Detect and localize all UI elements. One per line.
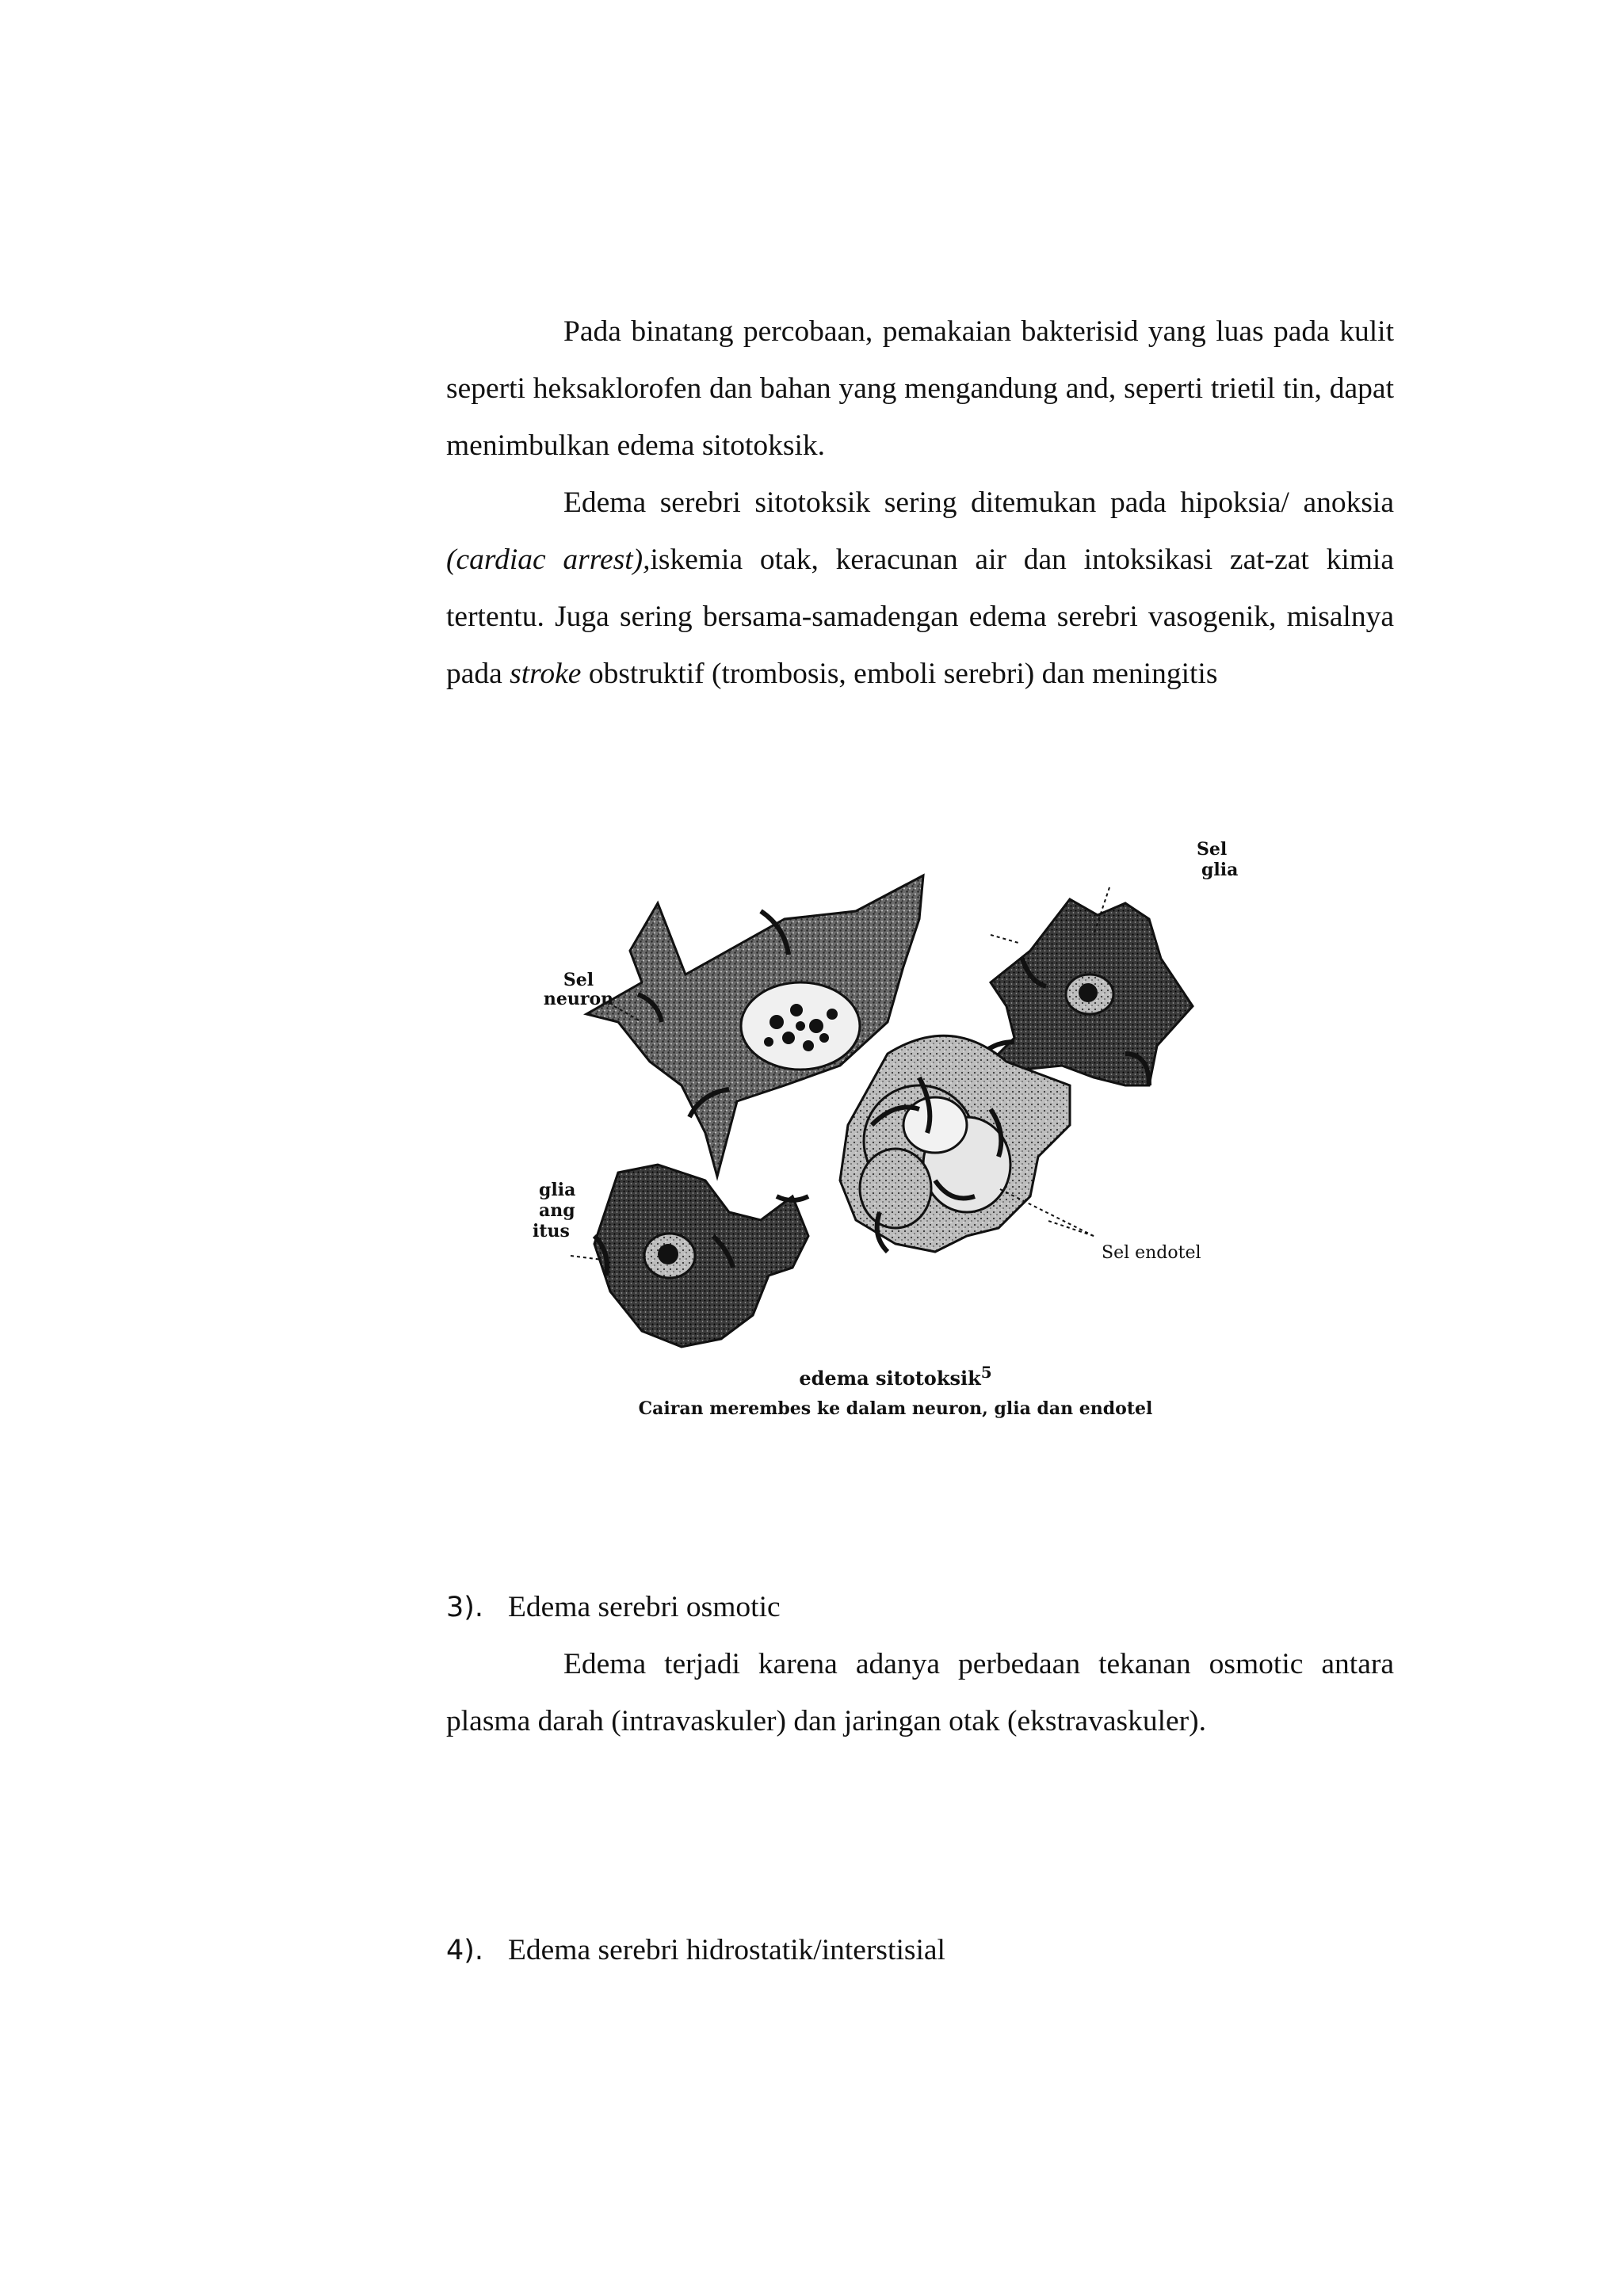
paragraph-2-part-b: iskemia otak, keracunan air dan intoksikasi zat-zat kimia tertentu. Juga sering bersama-samadengan edema serebri vasogenik, misalnya pada (446, 543, 1394, 690)
section-3-title: Edema serebri osmotic (508, 1591, 781, 1623)
label-glia-left-2: ang (539, 1200, 575, 1221)
italic-cardiac-arrest: (cardiac arrest), (446, 543, 651, 576)
label-glia-left-1: glia (539, 1180, 576, 1200)
paragraph-1: Pada binatang percobaan, pemakaian bakterisid yang luas pada kulit seperti heksaklorofen dan bahan yang mengandung and, seperti trietil tin, dapat menimbulkan edema sitotoksik. (446, 315, 1394, 462)
section-3-heading (446, 1579, 781, 1636)
label-glia-left-3: itus (533, 1221, 570, 1241)
label-neuron: Sel neuron (543, 970, 614, 1009)
section-3-body: Edema terjadi karena adanya perbedaan tekanan osmotic antara plasma darah (intravaskuler) dan jaringan otak (ekstravaskuler). (446, 1648, 1394, 1737)
figure-caption-title (523, 1363, 1268, 1390)
section-3-body-block (446, 1636, 1394, 1750)
caption-superscript: 5 (980, 1363, 992, 1382)
glia-cell-top (975, 899, 1193, 1085)
cell-illustration (523, 824, 1268, 1442)
italic-stroke: stroke (510, 658, 582, 690)
paragraph-2-part-a: Edema serebri sitotoksik sering ditemukan pada hipoksia/ anoksia (563, 486, 1394, 519)
section-4-heading (446, 1922, 945, 1979)
label-glia-top-1: Sel (1197, 839, 1228, 860)
body-text-block (446, 303, 1394, 703)
glia-cell-bottom (594, 1165, 808, 1347)
label-endotel: Sel endotel (1102, 1243, 1201, 1263)
section-3-number: 3). (446, 1592, 484, 1623)
section-4-title: Edema serebri hidrostatik/interstisial (508, 1934, 945, 1966)
section-4-number: 4). (446, 1935, 484, 1966)
paragraph-2 (446, 475, 1394, 703)
paragraph-2-part-c: obstruktif (trombosis, emboli serebri) dan meningitis (581, 658, 1218, 690)
figure-caption-subtitle: Cairan merembes ke dalam neuron, glia dan endotel (638, 1398, 1153, 1419)
label-glia-top-2: glia (1201, 860, 1239, 880)
figure-cytotoxic-edema (523, 824, 1268, 1442)
caption-title-text: edema sitotoksik (799, 1367, 981, 1390)
